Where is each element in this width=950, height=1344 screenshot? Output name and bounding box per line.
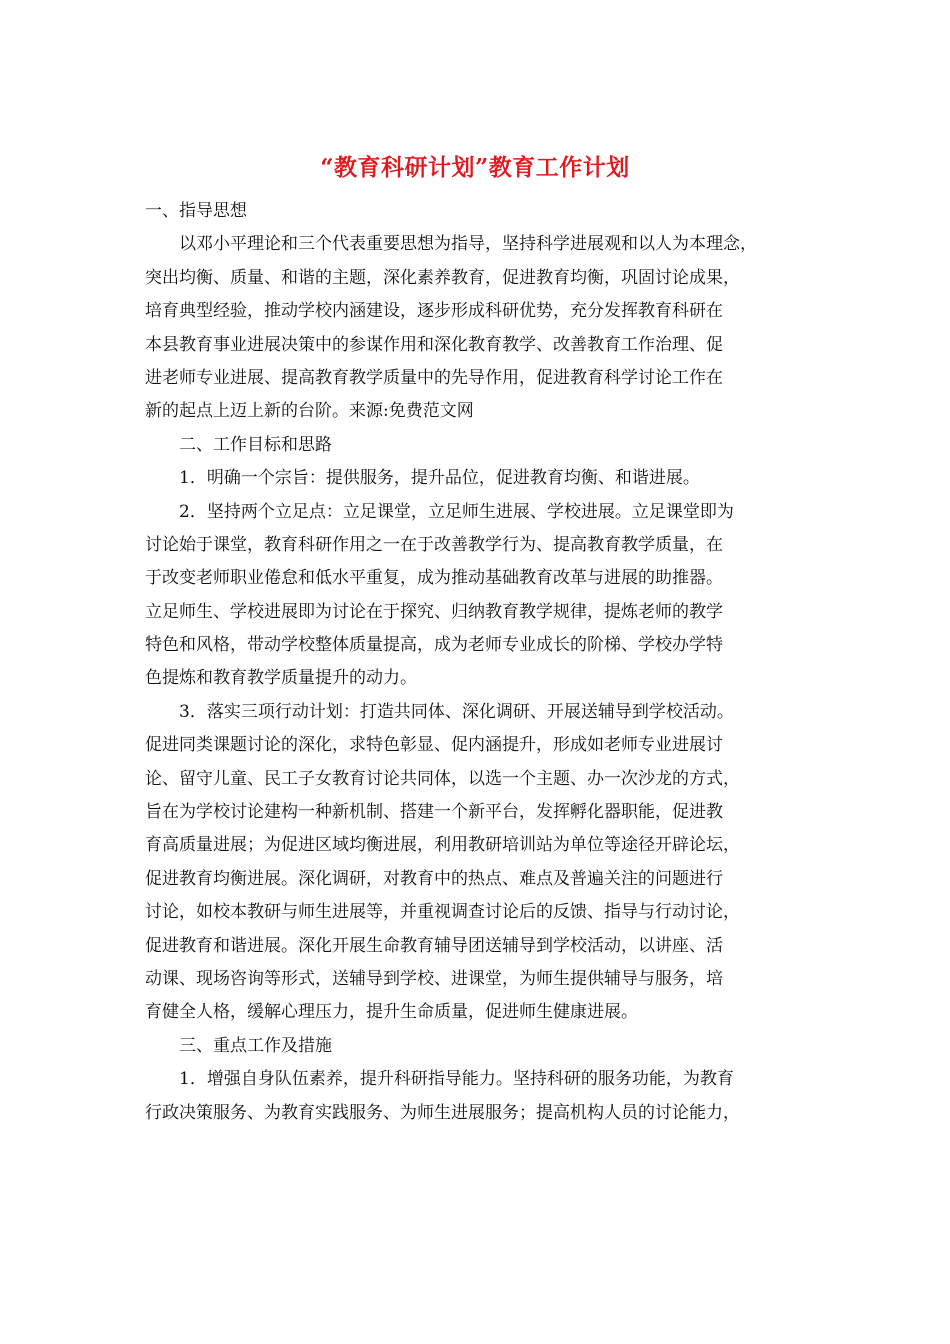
- text-line: 于改变老师职业倦怠和低水平重复，成为推动基础教育改革与进展的助推器。: [145, 568, 723, 589]
- text-line: 促进同类课题讨论的深化，求特色彰显、促内涵提升，形成如老师专业进展讨: [145, 735, 723, 756]
- text-line: 以邓小平理论和三个代表重要思想为指导，坚持科学进展观和以人为本理念，: [179, 234, 757, 255]
- text-line: 培育典型经验，推动学校内涵建设，逐步形成科研优势，充分发挥教育科研在: [145, 301, 723, 322]
- text-line: 突出均衡、质量、和谐的主题，深化素养教育，促进教育均衡，巩固讨论成果，: [145, 267, 740, 288]
- text-line: 色提炼和教育教学质量提升的动力。: [145, 668, 417, 689]
- text-line: 动课、现场咨询等形式，送辅导到学校、进课堂，为师生提供辅导与服务，培: [145, 968, 723, 989]
- text-line: 旨在为学校讨论建构一种新机制、搭建一个新平台，发挥孵化器职能，促进教: [145, 802, 723, 823]
- text-line: 论、留守儿童、民工子女教育讨论共同体，以选一个主题、办一次沙龙的方式，: [145, 768, 740, 789]
- document-body: [145, 195, 810, 1130]
- text-line: 立足师生、学校进展即为讨论在于探究、归纳教育教学规律，提炼老师的教学: [145, 601, 723, 622]
- text-line: 3．落实三项行动计划：打造共同体、深化调研、开展送辅导到学校活动。: [179, 701, 734, 722]
- text-line: 新的起点上迈上新的台阶。来源:免费范文网: [145, 401, 474, 422]
- text-line: 1．明确一个宗旨：提供服务，提升品位，促进教育均衡、和谐进展。: [179, 468, 700, 489]
- section-heading: 二、工作目标和思路: [179, 434, 332, 455]
- text-line: 讨论始于课堂，教育科研作用之一在于改善教学行为、提高教育教学质量，在: [145, 534, 723, 555]
- document-title: “教育科研计划”教育工作计划: [320, 154, 630, 181]
- text-line: 2．坚持两个立足点：立足课堂，立足师生进展、学校进展。立足课堂即为: [179, 501, 734, 522]
- text-line: 行政决策服务、为教育实践服务、为师生进展服务；提高机构人员的讨论能力，: [145, 1102, 740, 1123]
- text-line: 进老师专业进展、提高教育教学质量中的先导作用，促进教育科学讨论工作在: [145, 367, 723, 388]
- text-line: 育健全人格，缓解心理压力，提升生命质量，促进师生健康进展。: [145, 1002, 638, 1023]
- text-line: 促进教育和谐进展。深化开展生命教育辅导团送辅导到学校活动，以讲座、活: [145, 935, 723, 956]
- text-line: 育高质量进展；为促进区域均衡进展，利用教研培训站为单位等途径开辟论坛，: [145, 835, 740, 856]
- text-line: 本县教育事业进展决策中的参谋作用和深化教育教学、改善教育工作治理、促: [145, 334, 723, 355]
- section-heading: 一、指导思想: [145, 201, 247, 221]
- section-heading: 三、重点工作及措施: [179, 1035, 332, 1056]
- text-line: 1．增强自身队伍素养，提升科研指导能力。坚持科研的服务功能，为教育: [179, 1069, 734, 1090]
- text-line: 讨论，如校本教研与师生进展等，并重视调查讨论后的反馈、指导与行动讨论，: [145, 902, 740, 923]
- text-line: 促进教育均衡进展。深化调研，对教育中的热点、难点及普遍关注的问题进行: [145, 868, 723, 889]
- text-line: 特色和风格，带动学校整体质量提高，成为老师专业成长的阶梯、学校办学特: [145, 635, 723, 656]
